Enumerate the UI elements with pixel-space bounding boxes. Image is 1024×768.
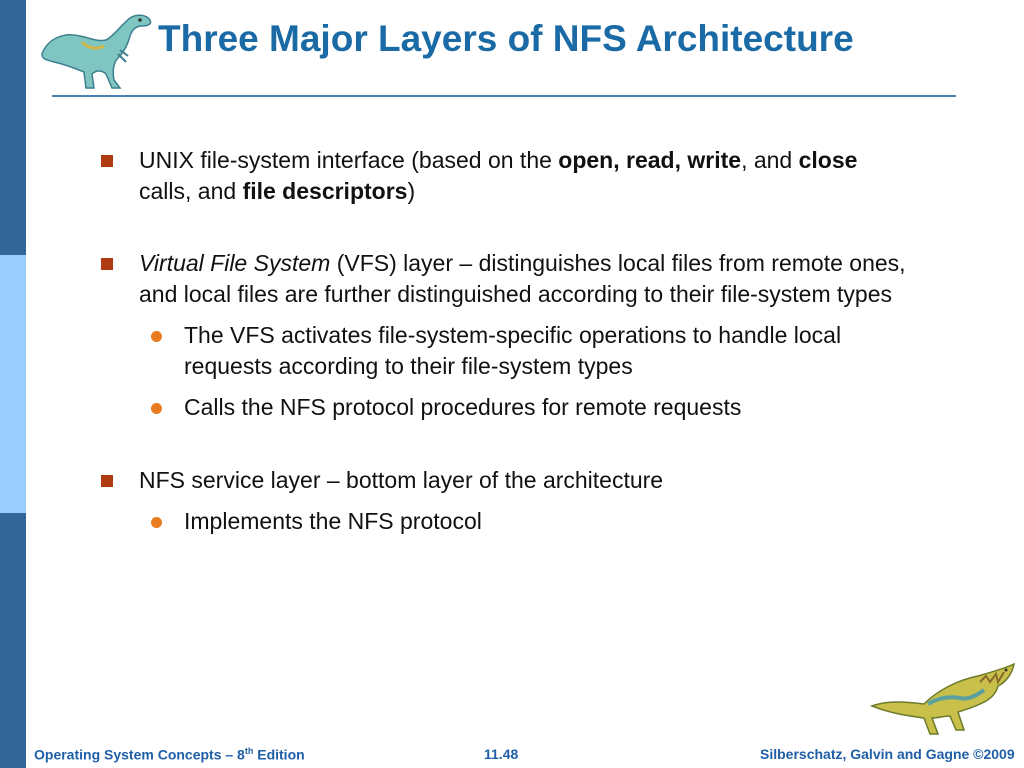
- bullet-1-bold-calls: open, read, write: [558, 147, 742, 173]
- bullet-2-line-1: [139, 248, 906, 279]
- bullet-1-line-2: [139, 176, 415, 207]
- square-bullet-icon: [101, 258, 113, 270]
- round-bullet-icon: [151, 403, 162, 414]
- square-bullet-icon: [101, 155, 113, 167]
- bullet-3-line-1: NFS service layer – bottom layer of the architecture: [139, 467, 664, 493]
- dinosaur-logo-icon: [868, 660, 1018, 740]
- bullet-2-line-2: and local files are further distinguished according to their file-system types: [139, 281, 892, 307]
- slide-title: Three Major Layers of NFS Architecture: [158, 18, 854, 59]
- bullet-1-text-c: , and: [741, 147, 799, 173]
- footer-edition-superscript: th: [244, 746, 254, 756]
- footer-book-title: [34, 746, 305, 763]
- dinosaur-logo-icon: [36, 8, 158, 94]
- sub-bullet-2-2: Calls the NFS protocol procedures for remote requests: [184, 394, 742, 420]
- sub-bullet-3-1: Implements the NFS protocol: [184, 508, 482, 534]
- bullet-1-bold-descriptors: file descriptors: [242, 178, 408, 204]
- bullet-1-line-1: [139, 145, 857, 176]
- square-bullet-icon: [101, 475, 113, 487]
- title-divider: [52, 95, 956, 97]
- sub-bullet-2-1-line-2: requests according to their file-system types: [184, 353, 633, 379]
- bullet-1-text-e: calls, and: [139, 178, 243, 204]
- round-bullet-icon: [151, 331, 162, 342]
- round-bullet-icon: [151, 517, 162, 528]
- footer-slide-number: 11.48: [484, 746, 519, 762]
- bullet-2-italic-vfs: Virtual File System: [139, 250, 331, 276]
- sub-bullet-2-1-line-1: The VFS activates file-system-specific operations to handle local: [184, 322, 842, 348]
- footer-copyright: Silberschatz, Galvin and Gagne ©2009: [760, 746, 1015, 762]
- sidebar-stripe-middle: [0, 255, 26, 513]
- bullet-1-text-a: UNIX file-system interface (based on the: [139, 147, 559, 173]
- bullet-1-text-f: ): [407, 178, 416, 204]
- bullet-1-bold-close: close: [798, 147, 858, 173]
- bullet-2-text-b: (VFS) layer – distinguishes local files from remote ones,: [330, 250, 906, 276]
- sidebar-stripe-top: [0, 0, 26, 255]
- footer-book-title-text: Operating System Concepts – 8: [34, 746, 245, 763]
- sidebar-stripe-bottom: [0, 513, 26, 768]
- footer-edition-text: Edition: [253, 746, 305, 763]
